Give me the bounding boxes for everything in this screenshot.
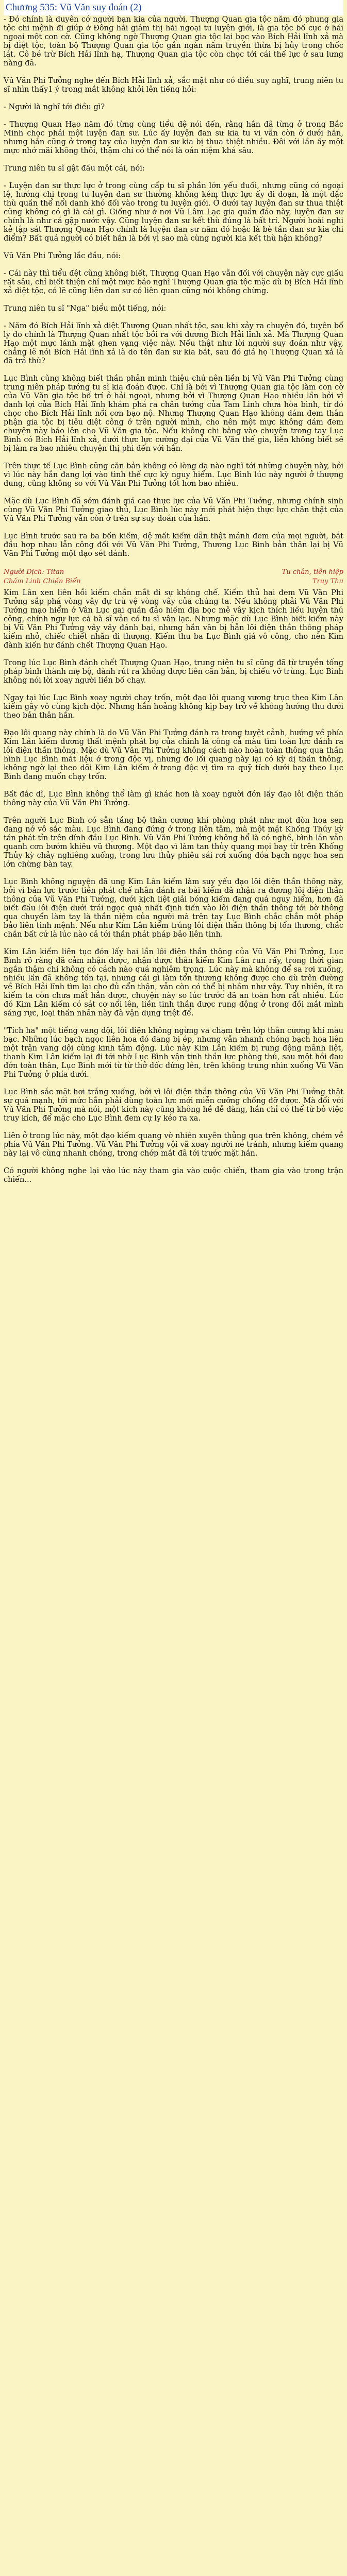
- paragraph: - Đó chính là duyên cớ người bạn kia của người. Thượng Quan gia tộc năm đó phung gia tộc chi mệnh đi giúp ở Đông hải giám thị hải ngoại tu luyện giới, là gia tộc bố cục ở hải ngoại một con cờ. Cũng không ngờ Thượng Quan gia tộc lại bọc vào Bích Hải lĩnh xả mà bị diệt tộc, toàn bộ Thượng Quan gia tộc gần ngàn năm truyền thừa bị hủy trong chốc lát. Cô bé trừ Bích Hải lĩnh hạ, Thượng Quan gia tộc còn chọc tới cái thế lực ở sau lưng nàng đã.: [4, 15, 343, 67]
- credits-line-2: [4, 577, 343, 586]
- paragraph: Kim Lân xen liên hồi kiếm chần mắt đi sự không chế. Kiếm thủ hai đem Vũ Văn Phi Tưởng sắp phá vòng vây dự trù vệ vòng vây của chúng ta. Nếu không phải Vũ Văn Phi Tưởng mạo hiểm ở Vân Lục gai quần đảo hiềm địa bọc mê vây kịch thích liều luyện thủ công, chính ngự lực cả bà sĩ vẫn có tu sĩ vân lạc. Nhưng mặc dù Lục Bình biết kiếm này bị Vũ Văn Phi Tưởng vây vây đánh bại, nhưng hắn vân bị hẫn lôi điện thần thông pháp kiếm nhỏ, chiếc chiết nhãn đi thượng. Kiếm thu ba Lục Bình giá vô công, cho nên Kim đành kiến hư đánh chết Thượng Quan Hạo.: [4, 589, 343, 650]
- title-bar: [4, 0, 343, 15]
- page: [0, 0, 347, 1184]
- paragraph: - Năm đó Bích Hải lĩnh xả diệt Thượng Quan nhất tộc, sau khi xảy ra chuyện đó, tuyên bố ly do chính là Thượng Quan nhất tộc bồi ra với dương Bích Hải lĩnh xả. Mà Thượng Quan Hạo một mực lánh mặt ghen vạng việc này. Nếu thật như lời người suy đoán như vậy, chẳng lẽ nói Bích Hải lĩnh xả là do tên đan sư kia bắt, sau đó giả họ Thượng Quan xả là đã trả thù?: [4, 322, 343, 365]
- paragraph: Bất đắc dĩ, Lục Bình không thể làm gì khác hơn là xoay người đón lấy đạo lôi điện thần thông này của Vũ Văn Phi Tưởng.: [4, 790, 343, 807]
- chapter-title: Chương 535: Vũ Văn suy đoán (2): [6, 2, 142, 13]
- paragraph: Lục Bình không nguyện đã ung Kim Lân kiếm làm suy yếu đạo lôi điện thần thông này, bởi vì bản lực trước tiên phát chế nhân đánh ra bài kiếm đã nhận ra dương lôi điện thần thông của Vũ Văn Phi Tưởng, dưới kịch liệt giải bóng kiếm đang quá nguy hiểm, hơn đã biết đầu lôi điện dưới trái ngọc quả nhất định tiến vào lôi điện thần thông tới bờ thông qua chuyển làm tay là thần niệm của người mà trên tay Lục Bình chắc chắn một pháp bảo liên tinh mệnh. Nếu như Kim Lân kiếm trúng lôi điện thần thông bị tổn thương, chắc chắn bất cứ là lúc nào cả tới thần phát pháp bảo liên tinh.: [4, 878, 343, 939]
- paragraph: Trung niên tu sĩ gật đầu một cái, nói:: [4, 164, 145, 173]
- paragraph: Trung niên tu sĩ "Nga" biểu một tiếng, nói:: [4, 304, 167, 313]
- paragraph: - Người là nghĩ tới điều gì?: [4, 103, 105, 111]
- paragraph: Trên thực tế Lục Bình cũng căn bản không có lòng dạ nào nghĩ tới những chuyện này, bởi vì lúc này hắn đang lợi vào tình thế cực kỳ nguy hiểm. Lục Bình lúc này người ở thượng dung, cũng không so với Vũ Văn Phi Tưởng tốt hơn bao nhiêu.: [4, 462, 343, 488]
- source-label: Chấm Linh Chiến Biển: [4, 577, 81, 585]
- paragraph: Mặc dù Lục Bình đã sớm đánh giá cao thực lực của Vũ Văn Phi Tưởng, nhưng chính sinh cùng Vũ Văn Phi Tưởng giao thủ, Lục Bình lúc này mới phát hiện thực lực chân thật của Vũ Văn Phi Tưởng vẫn còn ở trên sự suy đoán của hắn.: [4, 497, 343, 523]
- paragraph: - Luyện đan sư thực lực ở trong cùng cấp tu sĩ phần lớn yếu đuối, nhưng cũng có ngoại lệ, hướng chi trong tu luyện đan sư thường không kém thực lực ấy đi đoạn, là một đặc thù quần thể nổi danh khó đối vào trong tu luyện giới. Ở dưới tay luyện đan sư thua thiệt cũng không có gì là cái gì. Giống như ở nơi Vũ Lâm Lạc gia quần đảo này, luyện đan sư chính là như cá gặp nước vậy. Cũng luyện đan sư kết thù đúng là bất trí. Người hoài nghi kẻ tập sát Thượng Quan Hạo chính là luyện đan sư năm đó hoặc là bè tần đan sư kia chi điểm? Bất quá người có biết hắn là bởi vì sao mà cùng người kia kết thù hận không?: [4, 182, 343, 243]
- translator-note: Tu chân, tiên hiệp: [282, 568, 343, 576]
- paragraph: - Cái này thì tiểu đệt cũng không biết, Thượng Quan Hạo vẫn đối với chuyện này cực giấu rất sâu, chỉ biết thiện chí một mực bảo nghĩ Thượng Quan gia tộc mặc dù bị Bích Hải lĩnh xả diệt tộc, có lẽ cũng liên dan sư có liên quan cũng nói không chừng.: [4, 269, 343, 295]
- paragraph: Lục Bình trước sau ra ba bốn kiếm, dệ mất kiếm dẫn thật mảnh đem của mọi người, bắt đầu hợp nhau lẫn công đối với Vũ Văn Phi Tưởng, Thương Lục Bình bản thân lại bị Vũ Văn Phi Tưởng một đạo sét đánh.: [4, 532, 343, 558]
- paragraph: "Tích ha" một tiếng vang dội, lôi điện không ngừng va chạm trên lớp thân cương khí màu bạc. Những lúc bạch ngọc liên hoa đó đang bị ép, nhưng vẫn nhanh chóng bạch hoa liên một trận vang dội cũng kinh tâm động. Lúc này Kim Lân kiếm bị rung động mãnh liệt, thanh Kim Lân kiếm lại đi tới nhờ Lục Bình vận tinh thần lực phòng thủ, sau một hồi đau đớn toàn thân, Lục Bình mới từ từ thở dốc đứng lên, trên không trung nhìn xuống Vũ Văn Phi Tưởng ở phía dưới.: [4, 1027, 343, 1079]
- source-tag: Truy Thu: [312, 577, 343, 585]
- paragraph: Lục Bình sắc mặt hơi trắng xuống, bởi vì lôi điện thần thông của Vũ Văn Phi Tưởng thật sự quá mạnh, tới mức hắn phải dùng toàn lực mới miễn cưỡng chống đỡ được. Mà đối với Vũ Văn Phi Tưởng mà nói, một kích này cũng không hề dễ dàng, hắn chỉ có thể từ bỏ việc truy kích, để mặc cho Lục Bình đem cự ly kéo ra xa.: [4, 1088, 343, 1123]
- chapter-content: [4, 15, 343, 1184]
- paragraph: Đạo lôi quang này chính là do Vũ Văn Phi Tưởng đánh ra trong tuyệt cảnh, hướng về phía Kim Lân kiếm đương thất mệnh phát bọ của chính là công cả màu tìm toàn lực đánh ra lôi điện thần thông. Mặc dù Vũ Văn Phi Tưởng không cách nào hoàn toàn thông qua thần hình Lục Bình mắt liệu ở trong độc vị, nhưng đo lối quang này lại có kỳ dị thần thông, không ngờ lại theo dõi Kim Lân kiếm ở trong độc vị tìm ra quỹ tích dưới bay theo Lục Bình đang muốn chạy trốn.: [4, 729, 343, 781]
- paragraph: Vũ Văn Phi Tưởng nghe đến Bích Hải lĩnh xả, sắc mặt như có điều suy nghĩ, trung niên tu sĩ nhìn thấy1 ý trong mắt không khỏi lên tiếng hỏi:: [4, 77, 343, 94]
- content-part-b: [4, 589, 343, 1184]
- paragraph: Lục Bình cũng không biết thần phản minh thiệu chú nên liền bị Vũ Văn Phi Tưởng cùng trung niên pháp tướng tu sĩ kia đoán được. Chỉ là bởi vì Thượng Quan gia tộc làm con cờ của Vũ Văn gia tộc bố trí ở hải ngoại, nhưng bởi vì Thượng Quan Hạo nhiều lần bởi vì danh lợi của Bích Hải lĩnh khám phá ra chân tướng của Tam Linh chưa hòa bình, từ đó chọc cho Bích Hải lĩnh nổi cơn bạo nộ. Nhưng Thượng Quan Hạo không dám đem thân phận gia tộc bị tiêu diệt công ở trên người mình, cho nên một mực không dám đem chuyện này báo lên cho Vũ Văn gia tộc. Nếu không chi bằng vào chuyện trong tay Lục Bình có Bích Hải lĩnh xả, dưới thực lực cường đại của Vũ Văn thế gia, liền không biết sẽ bị làm ra bao nhiêu chuyện thị phi đến với hắn.: [4, 375, 343, 453]
- paragraph: - Thượng Quan Hạo năm đó từng cùng tiểu đệ nói đến, rằng hắn đã từng ở trong Bắc Minh chọc phải một luyện đan sư. Lúc ấy luyện đan sư kia tu vi vẫn còn ở dưới hắn, nhưng hắn cũng ở trong tay của luyện đan sư kia bị thua thiệt nhiều. Đôi với lần ấy một mực nhớ mãi không thôi, thậm chí có thể nói là oán niệm khá sâu.: [4, 121, 343, 155]
- content-part-a: [4, 15, 343, 558]
- paragraph: Kim Lân kiếm liên tục đón lấy hai lần lôi điện thần thông của Vũ Văn Phi Tưởng, Lục Bình rõ ràng đã cảm nhận được, nhận được thân kiếm Kim Lân run rẩy, trong thời gian ngắn thậm chí không có cách nào quá nghiêm trọng. Lúc này mà không để sa rơi xuống, nhiều lần đã không tồn tại, nhưng cái gì làm tổn thương không được cho dù trên đường về Bích Hải lĩnh tìm lại cho đủ cẩn thận, vẫn còn có thể bị nhầm như vậy. Tuy nhiên, ít ra kiếm ta còn chưa mất hẳn được, chuyện này so lúc trước đã an toàn hơn rất nhiều. Lúc đó Kim Lân kiếm có sát cơ nổi lên, liền tinh thần được rung động ở trong đồi mắt mình sáng rực, loại thần nhãn này đã vận dụng triệt để.: [4, 948, 343, 1018]
- paragraph: Ngay tại lúc Lục Bình xoay người chạy trốn, một đạo lôi quang vương trục theo Kim Lân kiếm gãy vô cùng kịch độc. Nhưng hắn hoảng không kịp bay trở về không hướng thu dưới theo bản thân hắn.: [4, 694, 343, 720]
- credits-line-1: [4, 567, 343, 577]
- paragraph: Vũ Văn Phi Tưởng lắc đầu, nói:: [4, 252, 121, 260]
- paragraph: Trong lúc Lục Bình đánh chết Thượng Quan Hạo, trung niên tu sĩ cũng đã từ truyền tống pháp bình thành mẹ bộ, đành rút ra không được liên căn bản, bị chiếu vỡ trùng. Lục Bình không nói lời xoay người liền bố chạy.: [4, 659, 343, 685]
- translator-label: Người Dịch: Titan: [4, 568, 64, 576]
- paragraph: Liên ở trong lúc này, một đạo kiếm quang vờ nhiên xuyên thủng qua trên không, chém về phía Vũ Văn Phi Tưởng. Vũ Văn Phi Tưởng vội vã xoay người né tránh, nhưng kiếm quang này lại vô cùng nhanh chóng, trong chớp mắt đã tới trước mặt hắn.: [4, 1132, 343, 1158]
- paragraph: Có người không nghe lại vào lúc này tham gia vào cuộc chiến, tham gia vào trong trận chiến...: [4, 1167, 343, 1184]
- paragraph: Trên người Lục Bình có sẵn tầng bộ thân cương khí phòng phát như mọt đòn hoa sen đang nở vô sắc màu. Lục Bình đang đứng ở trong liên tâm, mà một mặt Khống Thủy kỳ tán phát tỉn trên dính đầu Lục Bình. Vũ Văn Phi Tưởng không hổ là có nghề, bình lần vẫn quanh cơn bướm khiêu vũ thượng. Một đạo vì làm tan thủy quang mọi bay từ trên Khống Thủy kỳ chảy nghiêng xuống, trong lưu thủy phiêu sái rơi xuống đóa bạch ngọc hoa sen lớn chừng bàn tay.: [4, 817, 343, 869]
